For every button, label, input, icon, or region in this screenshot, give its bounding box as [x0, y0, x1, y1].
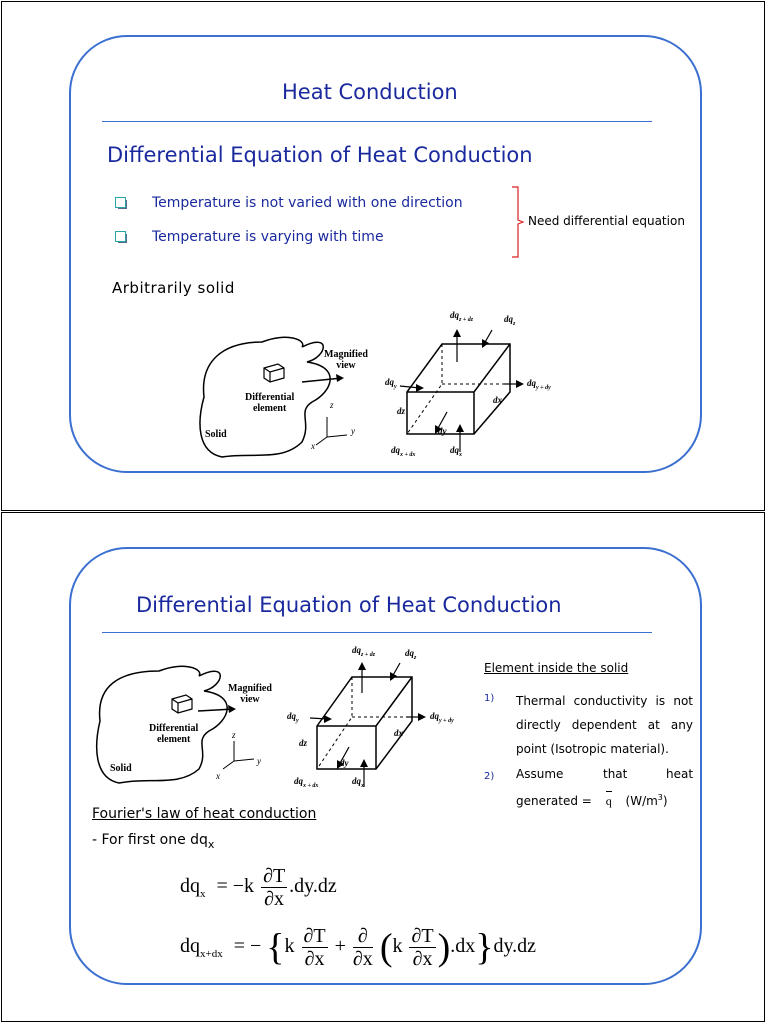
- label-dqx-dx: $dq_{x + dx}$: [391, 445, 416, 458]
- title-divider: [102, 632, 652, 633]
- label-dqz-dz: $dq_{z + dz}$: [352, 645, 376, 658]
- label-dqy-dy: $dq_{y + dy}$: [430, 711, 454, 724]
- solid-element-figure: [94, 641, 464, 791]
- item-1-line-1: Thermal conductivity is not: [516, 694, 693, 708]
- right-brace-icon: [507, 185, 529, 260]
- subheading: Arbitrarily solid: [112, 279, 235, 297]
- label-dqz-dz: $dq_{z + dz}$: [450, 310, 474, 323]
- right-heading: Element inside the solid: [484, 661, 629, 675]
- item-1-number: 1): [484, 693, 495, 704]
- item-2-word-2: that: [603, 767, 628, 781]
- section-title: Differential Equation of Heat Conduction: [136, 593, 562, 617]
- label-dqz: $dq_z$: [504, 314, 516, 327]
- magnified-label: Magnified view: [228, 683, 272, 705]
- label-dqx: $dq_x$: [352, 776, 364, 789]
- label-dqy-dy: $dq_{y + dy}$: [527, 378, 551, 391]
- label-dy: dy: [438, 426, 447, 436]
- q-symbol: q: [605, 794, 612, 808]
- slide-page-2: [1, 512, 765, 1022]
- title-divider: [102, 121, 652, 122]
- label-dy: dy: [340, 758, 349, 768]
- bullet-1: Temperature is not varied with one direction: [152, 195, 463, 211]
- brace-note: Need differential equation: [528, 214, 685, 228]
- label-dz: dz: [397, 406, 406, 416]
- checkbox-bullet-icon: [115, 197, 126, 208]
- axis-x-label: x: [311, 441, 315, 451]
- solid-label: Solid: [110, 763, 132, 774]
- item-2-line-2: generated = q $(W/m^3)$: [516, 793, 668, 808]
- label-dx: dx: [493, 395, 502, 405]
- fourier-heading: Fourier's law of heat conduction: [92, 806, 317, 822]
- first-one-label: - For first one $dq_x$: [92, 832, 215, 851]
- equation-1: $dq_x = -k$ $\frac{\partial T}{\partial x}$ .dy.dz: [180, 865, 337, 910]
- checkbox-bullet-icon: [115, 231, 126, 242]
- axis-z-label: z: [330, 400, 334, 410]
- solid-label: Solid: [205, 429, 227, 440]
- item-1-line-2: directly dependent at any: [516, 718, 693, 732]
- item-2-word-1: Assume: [516, 767, 564, 781]
- item-2-word-3: heat: [666, 767, 694, 781]
- label-dqy: $dq_y$: [385, 377, 397, 390]
- label-dqx: $dq_x$: [450, 445, 462, 458]
- item-1-line-3: point (Isotropic material).: [516, 742, 669, 756]
- bullet-2: Temperature is varying with time: [152, 229, 384, 245]
- slide-title: Heat Conduction: [282, 80, 458, 104]
- label-dqy: $dq_y$: [287, 711, 299, 724]
- section-title: Differential Equation of Heat Conduction: [107, 143, 533, 167]
- equation-2: $dq_{x+dx}$ = − {k $\frac{\partial T}{\partial x}$ + $\frac{\partial}{\partial x}$ (k $\frac{\partial T}{\partial x}$ ).dx}dy.dz: [180, 925, 537, 970]
- label-dz: dz: [299, 738, 308, 748]
- axis-z-label: z: [232, 730, 236, 740]
- magnified-label: Magnified view: [324, 349, 368, 371]
- element-label: Differential element: [245, 392, 295, 414]
- label-dqx-dx: $dq_{x + dx}$: [294, 776, 319, 789]
- label-dqz: $dq_z$: [405, 648, 417, 661]
- slide-page-1: [1, 1, 765, 511]
- axis-y-label: y: [351, 426, 355, 436]
- label-dx: dx: [394, 728, 403, 738]
- axis-x-label: x: [216, 771, 220, 781]
- axis-y-label: y: [257, 756, 261, 766]
- element-label: Differential element: [149, 723, 199, 745]
- item-2-number: 2): [484, 771, 495, 782]
